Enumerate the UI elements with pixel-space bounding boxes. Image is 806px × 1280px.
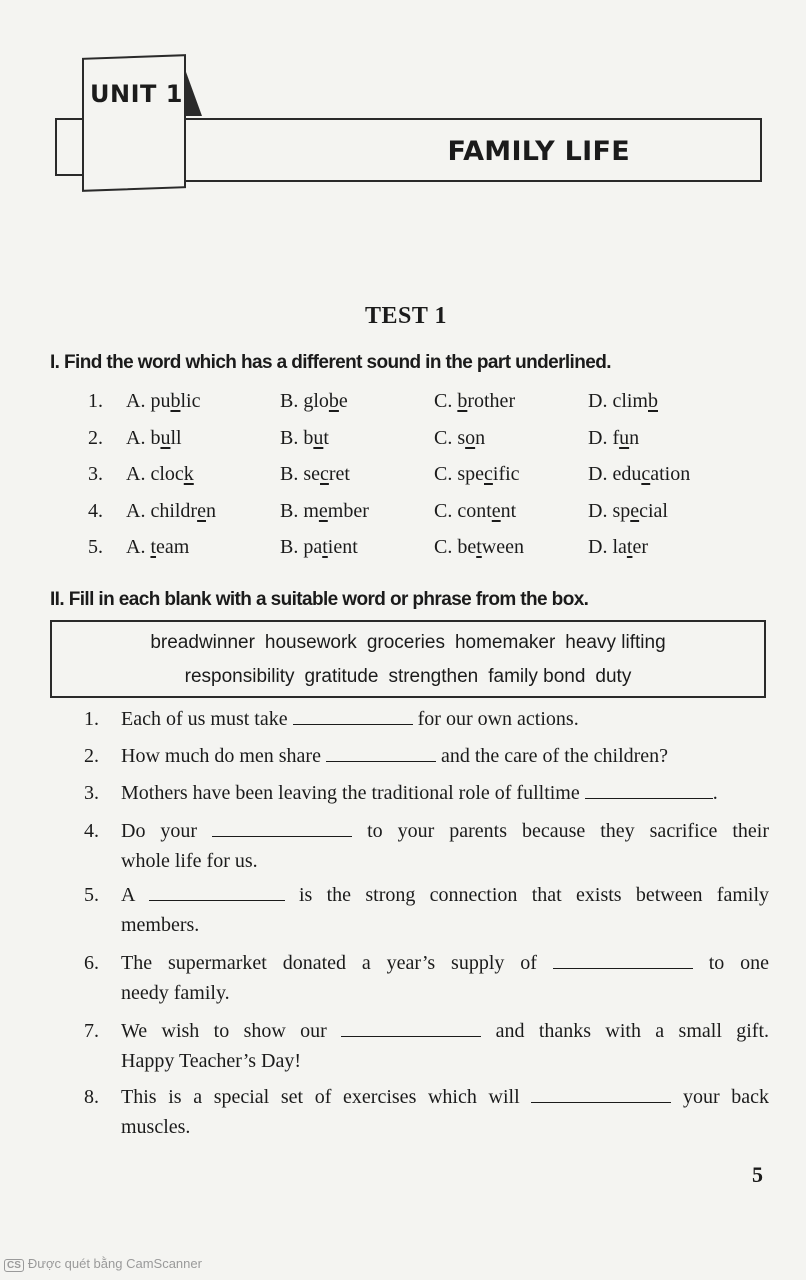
option-text: cial	[639, 500, 668, 522]
underlined-part: c	[641, 463, 651, 485]
answer-option	[126, 427, 182, 450]
underlined-part: b	[328, 390, 339, 412]
tab-fold-shadow	[186, 72, 202, 116]
answer-blank[interactable]	[212, 822, 352, 837]
question-text: for our own actions.	[417, 708, 579, 730]
page-number: 5	[752, 1162, 763, 1187]
underlined-part: e	[318, 500, 328, 522]
question-text: How much do men share	[121, 745, 321, 767]
option-text: ient	[327, 536, 358, 558]
question-number: 3.	[88, 463, 103, 485]
word-box-item: groceries	[366, 632, 445, 653]
answer-blank[interactable]	[293, 710, 413, 725]
question-number: 5.	[88, 536, 103, 558]
word-box	[50, 620, 766, 698]
option-text: n	[205, 500, 216, 522]
option-text: C. cont	[434, 500, 492, 522]
option-text: ll	[170, 427, 182, 449]
option-text: mber	[327, 500, 369, 522]
underlined-part: b	[648, 390, 658, 412]
question-line	[121, 948, 769, 978]
underlined-part: b	[457, 390, 468, 412]
option-text: ret	[328, 463, 350, 485]
answer-option	[434, 463, 520, 486]
option-text: t	[323, 427, 329, 449]
answer-option	[588, 536, 648, 559]
question-continuation: Happy Teacher’s Day!	[121, 1050, 302, 1072]
option-text: ation	[650, 463, 691, 485]
word-box-item: gratitude	[304, 666, 379, 687]
question-number: 1.	[84, 708, 99, 730]
section-1-heading: I. Find the word which has a different sound in the part underlined.	[50, 352, 611, 373]
option-text: A.	[126, 536, 151, 558]
option-text: C. s	[434, 427, 466, 449]
option-text: lic	[180, 390, 201, 412]
section-2-heading: II. Fill in each blank with a suitable word or phrase from the box.	[50, 589, 589, 610]
underlined-part: t	[322, 536, 328, 558]
option-text: eam	[156, 536, 190, 558]
word-box-item: housework	[264, 632, 357, 653]
option-text: B. m	[280, 500, 319, 522]
underlined-part: u	[313, 427, 324, 449]
question-row	[0, 500, 806, 526]
question-text: We wish to show our	[121, 1020, 327, 1042]
question-text: A	[121, 884, 135, 906]
test-title: TEST 1	[365, 303, 447, 329]
word-box-item: heavy lifting	[565, 632, 666, 653]
question-text: is the strong connection that exists between family	[298, 884, 770, 906]
answer-blank[interactable]	[341, 1022, 481, 1037]
option-text: nt	[500, 500, 517, 522]
answer-option	[588, 427, 639, 450]
question-line	[121, 880, 769, 910]
question-text: Mothers have been leaving the traditional role of fulltime	[121, 782, 580, 804]
option-text: A. pu	[126, 390, 171, 412]
question-line	[121, 1082, 769, 1112]
answer-option	[280, 390, 348, 413]
underlined-part: e	[630, 500, 640, 522]
underlined-part: k	[183, 463, 194, 485]
word-box-item: breadwinner	[150, 632, 255, 653]
question-number: 4.	[84, 820, 99, 842]
question-number: 2.	[88, 427, 103, 449]
header-left-bracket	[55, 118, 85, 176]
option-text: D. la	[588, 536, 627, 558]
answer-option	[126, 500, 216, 523]
unit-tab	[82, 54, 186, 192]
question-text: and the care of the children?	[440, 745, 669, 767]
answer-option	[434, 536, 524, 559]
question-number: 1.	[88, 390, 103, 412]
question-text: The supermarket donated a year’s supply of	[121, 952, 537, 974]
scanner-watermark	[4, 1256, 202, 1272]
question-text: Each of us must take	[121, 708, 288, 730]
question-continuation: whole life for us.	[121, 850, 258, 872]
question-continuation: members.	[121, 914, 200, 936]
option-text: D. f	[588, 427, 620, 449]
question-number: 4.	[88, 500, 103, 522]
question-text: your back	[682, 1086, 770, 1108]
underlined-part: u	[160, 427, 171, 449]
question-text: to your parents because they sacrifice their	[367, 820, 770, 842]
answer-blank[interactable]	[585, 784, 713, 799]
answer-option	[126, 390, 200, 413]
underlined-part: e	[491, 500, 501, 522]
underlined-part: u	[619, 427, 630, 449]
question-number: 3.	[84, 782, 99, 804]
option-text: ween	[481, 536, 524, 558]
question-continuation: needy family.	[121, 982, 230, 1004]
question-text: to one	[708, 952, 770, 974]
option-text: B. pa	[280, 536, 323, 558]
option-text: A. b	[126, 427, 161, 449]
answer-option	[126, 536, 189, 559]
answer-option	[280, 463, 350, 486]
question-row	[0, 463, 806, 489]
answer-option	[434, 500, 516, 523]
question-number: 7.	[84, 1020, 99, 1042]
option-text: B. b	[280, 427, 314, 449]
answer-option	[280, 500, 369, 523]
question-text: .	[712, 782, 718, 804]
answer-option	[588, 500, 668, 523]
question-text: This is a special set of exercises which will	[121, 1086, 520, 1108]
option-text: C. be	[434, 536, 477, 558]
word-box-item: duty	[595, 666, 632, 687]
option-text: ific	[492, 463, 520, 485]
option-text: n	[475, 427, 486, 449]
word-box-item: family bond	[488, 666, 586, 687]
answer-option	[280, 427, 329, 450]
question-line	[121, 778, 769, 808]
word-box-item: homemaker	[454, 632, 556, 653]
underlined-part: t	[150, 536, 157, 558]
answer-option	[434, 427, 485, 450]
option-text: e	[338, 390, 348, 412]
answer-option	[588, 390, 658, 413]
option-text: B. glo	[280, 390, 329, 412]
question-line	[121, 1016, 769, 1046]
option-text: C.	[434, 390, 458, 412]
answer-option	[126, 463, 194, 486]
answer-option	[280, 536, 358, 559]
underlined-part: c	[484, 463, 493, 485]
answer-option	[588, 463, 690, 486]
option-text: rother	[467, 390, 516, 412]
underlined-part: t	[476, 536, 482, 558]
question-text: and thanks with a small gift.	[495, 1020, 770, 1042]
underlined-part: o	[465, 427, 476, 449]
option-text: D. edu	[588, 463, 642, 485]
underlined-part: e	[197, 500, 206, 522]
question-row	[0, 390, 806, 416]
option-text: A. cloc	[126, 463, 184, 485]
question-line	[121, 816, 769, 846]
question-number: 2.	[84, 745, 99, 767]
underlined-part: c	[320, 463, 329, 485]
option-text: D. sp	[588, 500, 631, 522]
word-box-item: strengthen	[388, 666, 479, 687]
word-box-item: responsibility	[184, 666, 295, 687]
option-text: B. se	[280, 463, 320, 485]
question-row	[0, 427, 806, 453]
question-number: 5.	[84, 884, 99, 906]
answer-blank[interactable]	[553, 954, 693, 969]
question-line	[121, 704, 769, 734]
answer-blank[interactable]	[531, 1088, 671, 1103]
underlined-part: b	[170, 390, 181, 412]
unit-label: UNIT 1	[90, 80, 183, 108]
camscanner-logo-icon: CS	[4, 1259, 24, 1272]
answer-blank[interactable]	[149, 886, 285, 901]
question-text: Do your	[121, 820, 198, 842]
scanner-text: Được quét bằng CamScanner	[27, 1256, 202, 1271]
question-number: 6.	[84, 952, 99, 974]
unit-title: FAMILY LIFE	[447, 136, 630, 167]
word-box-line-2	[52, 666, 764, 688]
option-text: A. childr	[126, 500, 198, 522]
word-box-line-1	[52, 632, 764, 654]
option-text: er	[632, 536, 648, 558]
underlined-part: t	[626, 536, 633, 558]
answer-option	[434, 390, 515, 413]
answer-blank[interactable]	[326, 747, 436, 762]
option-text: D. clim	[588, 390, 648, 412]
question-line	[121, 741, 769, 771]
question-continuation: muscles.	[121, 1116, 191, 1138]
question-number: 8.	[84, 1086, 99, 1108]
option-text: n	[629, 427, 640, 449]
option-text: C. spe	[434, 463, 484, 485]
question-row	[0, 536, 806, 562]
